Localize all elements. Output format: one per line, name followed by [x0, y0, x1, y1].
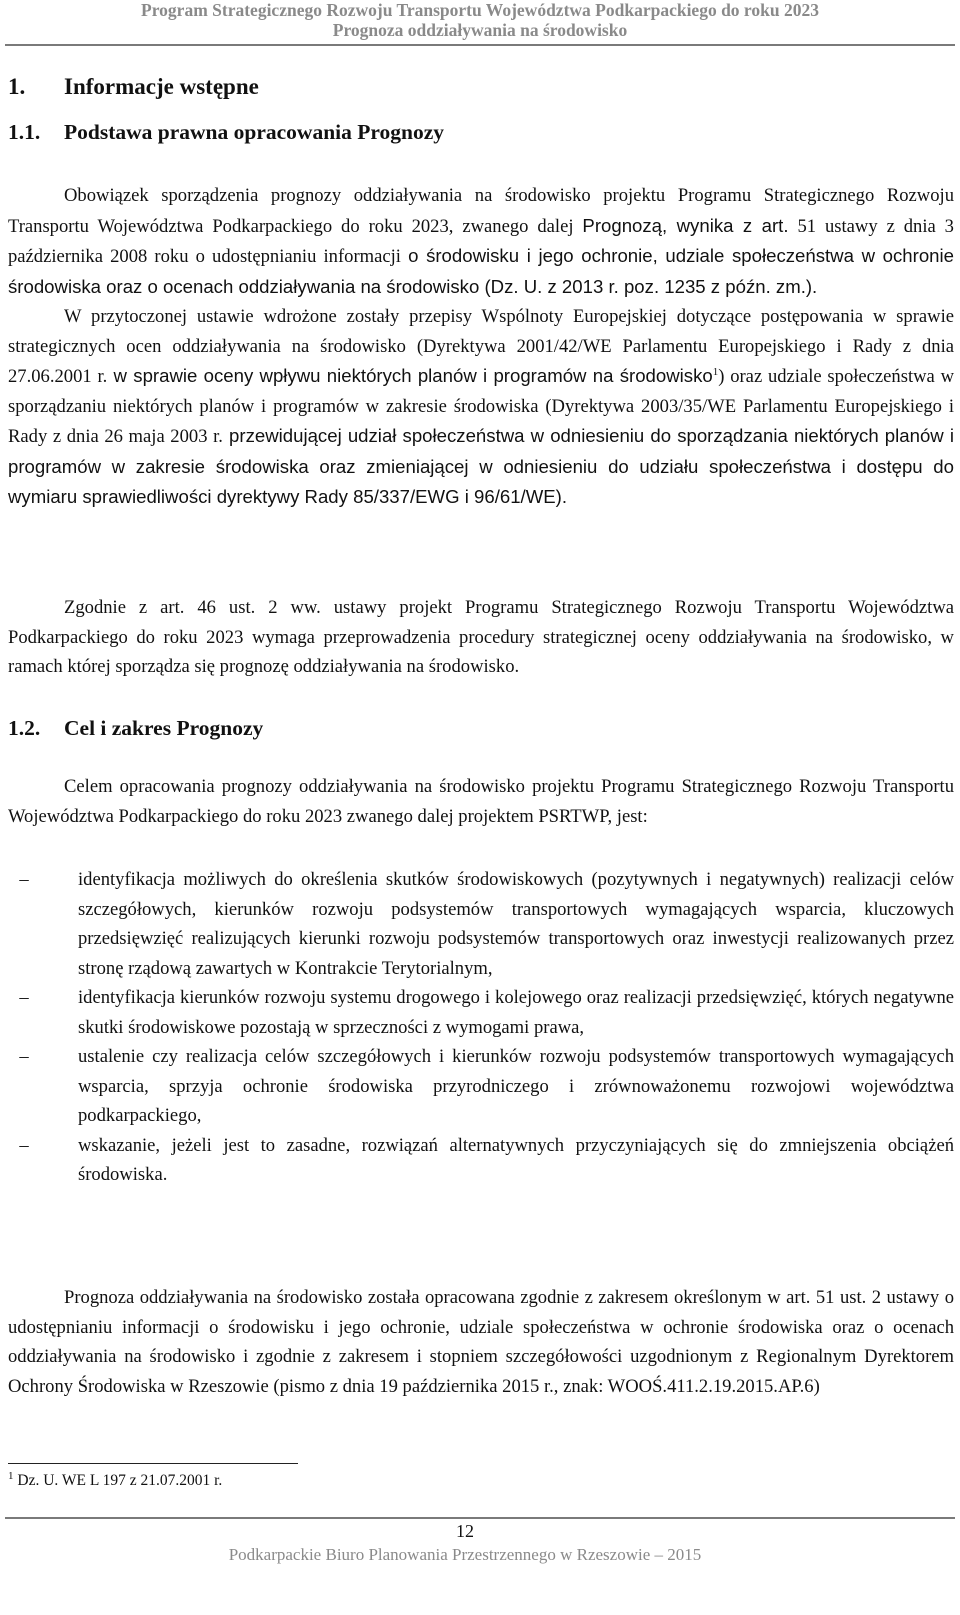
header-divider: [5, 44, 955, 46]
list-item: [8, 1042, 954, 1131]
list-item-text: identyfikacja kierunków rozwoju systemu drogowego i kolejowego oraz realizacji przedsięwzięć, których negatywne skutki środowiskowe pozostają w sprzeczności z wymogami prawa,: [78, 987, 954, 1038]
purpose-list: [8, 865, 954, 1190]
footnote-reference: 1: [712, 365, 719, 378]
footnote-divider: [8, 1463, 298, 1464]
list-item-text: wskazanie, jeżeli jest to zasadne, rozwiązań alternatywnych przyczyniających się do zmniejszenia obciążeń środowiska.: [78, 1134, 954, 1185]
paragraph-text: 51 ustawy z dnia 3 października 2008 roku o udostępnianiu informacji: [8, 215, 954, 267]
section-heading-1: [8, 72, 259, 102]
section-title: Cel i zakres Prognozy: [64, 716, 264, 740]
page-number: 12: [456, 1521, 474, 1541]
dash-bullet: –: [19, 1134, 29, 1156]
section-heading-1-2: [8, 714, 263, 742]
running-header: [0, 0, 960, 44]
dash-bullet: –: [19, 987, 29, 1008]
dash-bullet: –: [19, 1046, 29, 1067]
paragraph-text: ) oraz udziale społeczeństwa w sporządzaniu niektórych planów i programów w zakresie środowiska (Dyrektywa 2003/35/WE Parlamentu Europejskiego i Rady z dnia 26 maja 2003 r.: [8, 366, 955, 447]
paragraph-scope: Prognoza oddziaływania na środowisko została opracowana zgodnie z zakresem określonym w art. 51 ust. 2 ustawy o udostępnianiu informacji o środowisku i jego ochronie, udziale społeczeństwa w ochronie środowiska oraz o ocenach oddziaływania na środowisko i zgodnie z zakresem i stopniem szczegółowości uzgodnionym z Regionalnym Dyrektorem Ochrony Środowiska w Rzeszowie (pismo z dnia 19 października 2015 r., znak: WOOŚ.411.2.19.2015.AP.6): [8, 1287, 954, 1397]
section-title: Podstawa prawna opracowania Prognozy: [64, 120, 445, 144]
paragraph-text: Prognozą, wynika z art.: [582, 214, 789, 236]
header-program-title: Program Strategicznego Rozwoju Transportu Województwa Podkarpackiego do roku 2023: [141, 0, 819, 20]
list-item-text: ustalenie czy realizacja celów szczegółowych i kierunków rozwoju podsystemów transportowych wymagających wsparcia, sprzyja ochronie środowiska przyrodniczego i zrównoważonemu rozwojowi województwa podkarpackiego,: [78, 1046, 954, 1126]
footnote: [8, 1470, 222, 1492]
paragraph-purpose: Celem opracowania prognozy oddziaływania na środowisko projektu Programu Strategicznego Rozwoju Transportu Województwa Podkarpackiego do roku 2023 zwanego dalej projektem PSRTWP, jest:: [8, 776, 954, 827]
footer-divider: [5, 1517, 955, 1519]
dash-bullet: –: [19, 869, 29, 890]
footnote-text: Dz. U. WE L 197 z 21.07.2001 r.: [13, 1472, 223, 1489]
paragraph-legal-basis: [8, 181, 954, 513]
list-item: [8, 983, 954, 1042]
section-heading-1-1: [8, 118, 444, 146]
paragraph-text: W przytoczonej ustawie wdrożone zostały przepisy Wspólnoty Europejskiej dotyczące postępowania w sprawie strategicznych ocen oddziaływania na środowisko (Dyrektywa 2001/42/WE Parlamentu Europejskiego i Rady z dnia 27.06.2001 r.: [8, 306, 954, 387]
list-item: [8, 1131, 954, 1190]
paragraph-text: w sprawie oceny wpływu niektórych planów i programów na środowisko: [107, 365, 713, 386]
paragraph-text: przewidującej udział społeczeństwa w odniesieniu do sporządzania niektórych planów i programów w zakresie środowiska oraz zmieniającej w odniesieniu do udziału społeczeństwa i dostępu do wymiaru sprawiedliwości dyrektywy Rady 85/337/EWG i 96/61/WE).: [8, 425, 954, 507]
list-item-text: identyfikacja możliwych do określenia skutków środowiskowych (pozytywnych i negatywnych) realizacji celów szczegółowych, kierunków rozwoju podsystemów transportowych wymagających wsparcia, kluczowych przedsięwzięć realizujących kierunki rozwoju podsystemów transportowych oraz inwestycji realizowanych przez stronę rządową zawartych w Kontrakcie Terytorialnym,: [78, 869, 954, 979]
paragraph-text: o środowisku i jego ochronie, udziale społeczeństwa w ochronie środowiska oraz o ocenach oddziaływania na środowisko (Dz. U. z 2013 r. poz. 1235 z późn. zm.).: [8, 245, 954, 297]
section-title: Informacje wstępne: [64, 74, 259, 99]
list-item: [8, 865, 954, 983]
footnote-number: 1: [8, 1469, 14, 1482]
section-number: 1.2.: [8, 716, 41, 740]
running-footer: Podkarpackie Biuro Planowania Przestrzennego w Rzeszowie – 2015: [228, 1545, 702, 1564]
section-number: 1.: [8, 74, 26, 99]
section-number: 1.1.: [8, 120, 41, 144]
header-document-subtitle: Prognoza oddziaływania na środowisko: [332, 20, 628, 40]
paragraph-art-46: Zgodnie z art. 46 ust. 2 ww. ustawy projekt Programu Strategicznego Rozwoju Transportu Województwa Podkarpackiego do roku 2023 wymaga przeprowadzenia procedury strategicznej oceny oddziaływania na środowisko, w ramach której sporządza się prognozę oddziaływania na środowisko.: [8, 597, 954, 677]
paragraph-text: Obowiązek sporządzenia prognozy oddziaływania na środowisko projektu Programu Strategicznego Rozwoju Transportu Województwa Podkarpackiego do roku 2023, zwanego dalej: [8, 185, 954, 237]
